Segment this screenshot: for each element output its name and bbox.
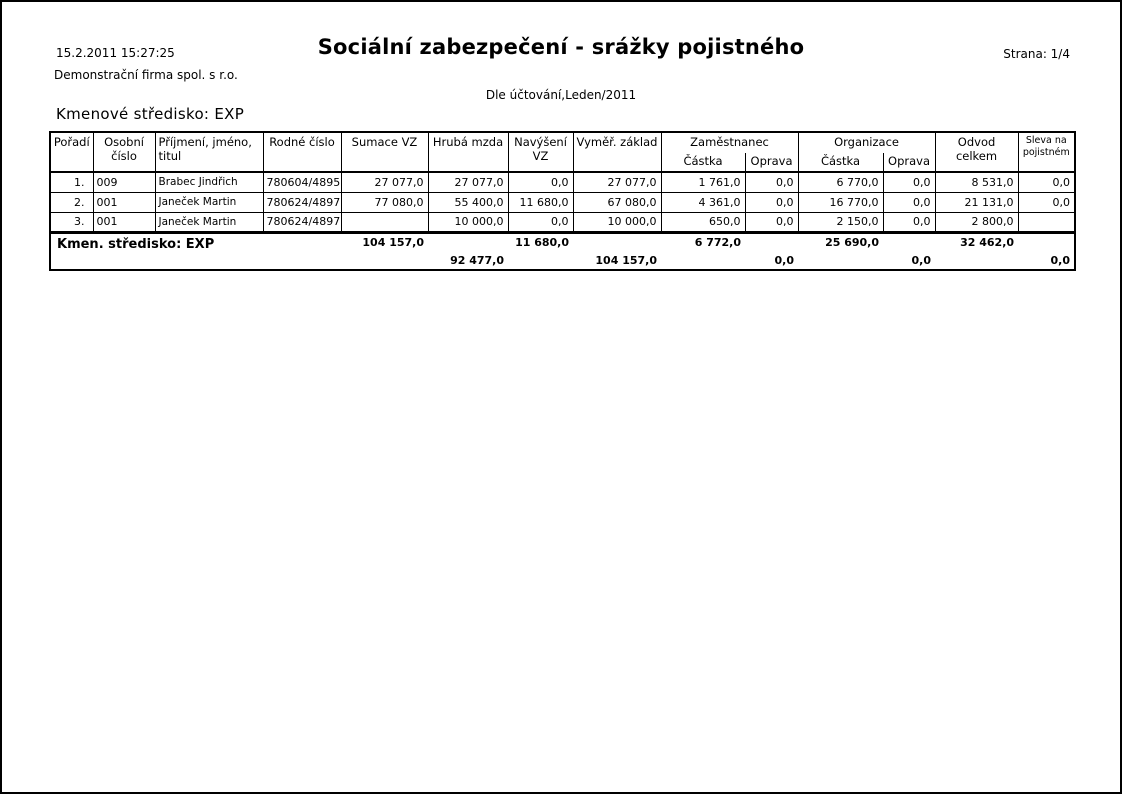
cell-vymer-zaklad: 27 077,0 (573, 172, 661, 192)
cell-zam-oprava: 0,0 (745, 172, 798, 192)
column-header-hruba-mzda: Hrubá mzda (428, 132, 508, 172)
cell-rodne-cislo: 780624/4897 (263, 192, 341, 212)
cell-osobni-cislo: 009 (93, 172, 155, 192)
column-header-rodne-cislo: Rodné číslo (263, 132, 341, 172)
summary-spacer (935, 252, 1018, 270)
cell-zam-oprava: 0,0 (745, 192, 798, 212)
page-number: Strana: 1/4 (1003, 47, 1070, 61)
column-header-odvod-celkem: Odvod celkem (935, 132, 1018, 172)
column-header-vymer-zaklad: Vyměř. základ (573, 132, 661, 172)
summary-org-oprava: 0,0 (911, 253, 932, 267)
summary-spacer (745, 232, 798, 252)
summary-zam-oprava: 0,0 (774, 253, 795, 267)
cell-vymer-zaklad: 10 000,0 (573, 212, 661, 232)
report-title: Sociální zabezpečení - srážky pojistného (317, 35, 805, 59)
summary-org-castka: 25 690,0 (825, 235, 880, 249)
cell-odvod-celkem: 21 131,0 (935, 192, 1018, 212)
table-row (50, 172, 1075, 192)
cell-sumace-vz: 27 077,0 (341, 172, 428, 192)
column-header-osobni-cislo: Osobní číslo (93, 132, 155, 172)
summary-navyseni-vz: 11 680,0 (515, 235, 569, 249)
summary-sleva: 0,0 (1050, 253, 1071, 267)
cell-prijmeni: Janeček Martin (155, 212, 263, 232)
cell-sleva (1018, 212, 1075, 232)
cell-odvod-celkem: 2 800,0 (935, 212, 1018, 232)
summary-spacer (50, 252, 341, 270)
summary-spacer (798, 252, 883, 270)
summary-hruba-mzda: 92 477,0 (450, 253, 504, 267)
section-heading: Kmenové středisko: EXP (56, 105, 245, 123)
report-datetime: 15.2.2011 15:27:25 (56, 46, 175, 60)
cell-zam-castka: 4 361,0 (661, 192, 745, 212)
cell-hruba-mzda: 27 077,0 (428, 172, 508, 192)
column-header-org-castka: Částka (798, 153, 883, 172)
cell-sleva: 0,0 (1018, 172, 1075, 192)
cell-org-castka: 16 770,0 (798, 192, 883, 212)
header-row-main (50, 132, 1075, 153)
summary-spacer (661, 252, 745, 270)
cell-hruba-mzda: 55 400,0 (428, 192, 508, 212)
cell-org-oprava: 0,0 (883, 172, 935, 192)
cell-poradi: 3. (50, 212, 93, 232)
summary-row-1 (50, 232, 1075, 252)
cell-org-oprava: 0,0 (883, 192, 935, 212)
summary-spacer (573, 232, 661, 252)
cell-zam-castka: 1 761,0 (661, 172, 745, 192)
cell-osobni-cislo: 001 (93, 212, 155, 232)
cell-org-oprava: 0,0 (883, 212, 935, 232)
cell-navyseni-vz: 0,0 (508, 172, 573, 192)
cell-prijmeni: Brabec Jindřich (155, 172, 263, 192)
table-row (50, 212, 1075, 232)
column-header-sumace-vz: Sumace VZ (341, 132, 428, 172)
cell-poradi: 2. (50, 192, 93, 212)
column-group-organizace: Organizace (798, 132, 935, 153)
summary-spacer (341, 252, 428, 270)
cell-navyseni-vz: 11 680,0 (508, 192, 573, 212)
summary-sumace-vz: 104 157,0 (362, 235, 424, 249)
cell-hruba-mzda: 10 000,0 (428, 212, 508, 232)
cell-zam-oprava: 0,0 (745, 212, 798, 232)
cell-sumace-vz (341, 212, 428, 232)
cell-osobni-cislo: 001 (93, 192, 155, 212)
report-table (49, 131, 1076, 271)
cell-rodne-cislo: 780604/4895 (263, 172, 341, 192)
column-header-sleva: Sleva na pojistném (1018, 132, 1075, 172)
column-header-zam-oprava: Oprava (745, 153, 798, 172)
summary-zam-castka: 6 772,0 (694, 235, 741, 249)
column-header-prijmeni: Příjmení, jméno, titul (155, 132, 263, 172)
summary-spacer (508, 252, 573, 270)
cell-prijmeni: Janeček Martin (155, 192, 263, 212)
cell-zam-castka: 650,0 (661, 212, 745, 232)
summary-spacer (428, 232, 508, 252)
summary-spacer (883, 232, 935, 252)
column-header-org-oprava: Oprava (883, 153, 935, 172)
column-group-zamestnanec: Zaměstnanec (661, 132, 798, 153)
cell-sumace-vz: 77 080,0 (341, 192, 428, 212)
table-row (50, 192, 1075, 212)
cell-navyseni-vz: 0,0 (508, 212, 573, 232)
cell-vymer-zaklad: 67 080,0 (573, 192, 661, 212)
cell-odvod-celkem: 8 531,0 (935, 172, 1018, 192)
report-subtitle: Dle účtování,Leden/2011 (485, 88, 637, 102)
cell-sleva: 0,0 (1018, 192, 1075, 212)
summary-label: Kmen. středisko: EXP (57, 236, 215, 252)
company-name: Demonstrační firma spol. s r.o. (54, 68, 238, 82)
cell-org-castka: 6 770,0 (798, 172, 883, 192)
cell-rodne-cislo: 780624/4897 (263, 212, 341, 232)
summary-vymer-zaklad: 104 157,0 (595, 253, 657, 267)
cell-org-castka: 2 150,0 (798, 212, 883, 232)
column-header-zam-castka: Částka (661, 153, 745, 172)
column-header-navyseni-vz: Navýšení VZ (508, 132, 573, 172)
summary-spacer (1018, 232, 1075, 252)
summary-odvod-celkem: 32 462,0 (960, 235, 1015, 249)
summary-row-2 (50, 252, 1075, 270)
column-header-poradi: Pořadí (50, 132, 93, 172)
cell-poradi: 1. (50, 172, 93, 192)
